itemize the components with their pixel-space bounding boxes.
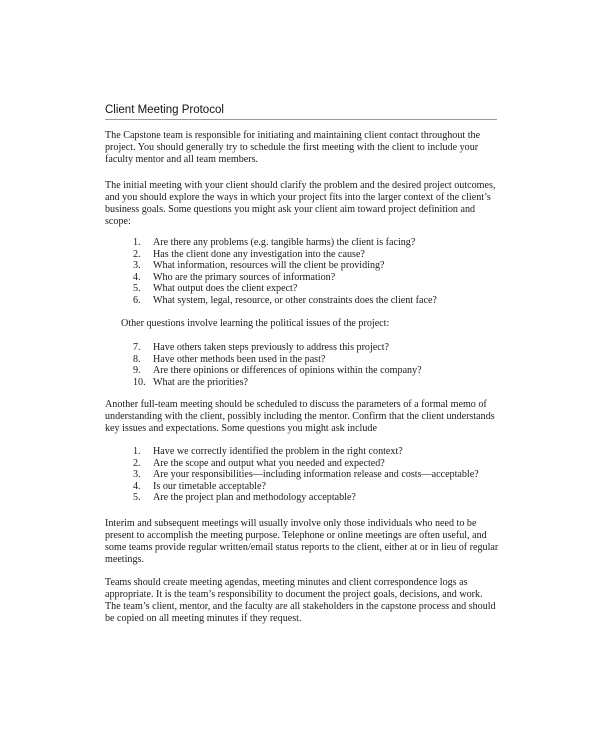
- list-item: 2. Has the client done any investigation into the cause?: [133, 248, 365, 260]
- list-item: 8. Have other methods been used in the past?: [133, 353, 326, 365]
- paragraph-intro: The Capstone team is responsible for initiating and maintaining client contact throughout the project. You should generally try to schedule the first meeting with the client to include your faculty mentor and all team members.: [105, 130, 481, 166]
- list-item: 2. Are the scope and output what you needed and expected?: [133, 457, 385, 469]
- paragraph-political: Other questions involve learning the political issues of the project:: [121, 318, 390, 329]
- question-list-understanding: [133, 446, 493, 504]
- question-list-political: [133, 342, 493, 388]
- document-title: Client Meeting Protocol: [105, 104, 224, 116]
- list-item: 1. Have we correctly identified the problem in the right context?: [133, 446, 403, 457]
- list-item: 4. Is our timetable acceptable?: [133, 480, 266, 492]
- list-item: 6. What system, legal, resource, or other constraints does the client face?: [133, 294, 437, 306]
- list-item: 3. Are your responsibilities—including information release and costs—acceptable?: [133, 469, 479, 481]
- list-item: 9. Are there opinions or differences of opinions within the company?: [133, 365, 422, 377]
- paragraph-initial-meeting: The initial meeting with your client should clarify the problem and the desired project outcomes, and you should explore the ways in which your project fits into the larger context of the client’s business goals. Some questions you might ask your client aim toward project definition and scope:: [105, 180, 496, 228]
- list-item: 5. Are the project plan and methodology acceptable?: [133, 492, 356, 504]
- paragraph-agendas: Teams should create meeting agendas, meeting minutes and client correspondence logs as appropriate. It is the team’s responsibility to document the project goals, decisions, and work. The team’s client, mentor, and the faculty are all stakeholders in the capstone process and should be copied on all meeting minutes if they request.: [105, 577, 496, 625]
- question-list-scope: [133, 237, 493, 307]
- list-item: 1. Are there any problems (e.g. tangible harms) the client is facing?: [133, 237, 416, 248]
- paragraph-interim: Interim and subsequent meetings will usually involve only those individuals who need to be present to accomplish the meeting purpose. Telephone or online meetings are often useful, and some teams provide regular written/email status reports to the client, either at or in lieu of regular meetings.: [105, 518, 499, 566]
- paragraph-full-team: Another full-team meeting should be scheduled to discuss the parameters of a formal memo of understanding with the client, possibly including the mentor. Confirm that the client understands key issues and expectations. Some questions you might ask include: [105, 399, 495, 435]
- list-item: 7. Have others taken steps previously to address this project?: [133, 342, 390, 353]
- list-item: 10. What are the priorities?: [133, 376, 249, 388]
- list-item: 4. Who are the primary sources of information?: [133, 271, 336, 283]
- list-item: 3. What information, resources will the client be providing?: [133, 260, 385, 272]
- list-item: 5. What output does the client expect?: [133, 283, 298, 295]
- title-block: [105, 104, 497, 120]
